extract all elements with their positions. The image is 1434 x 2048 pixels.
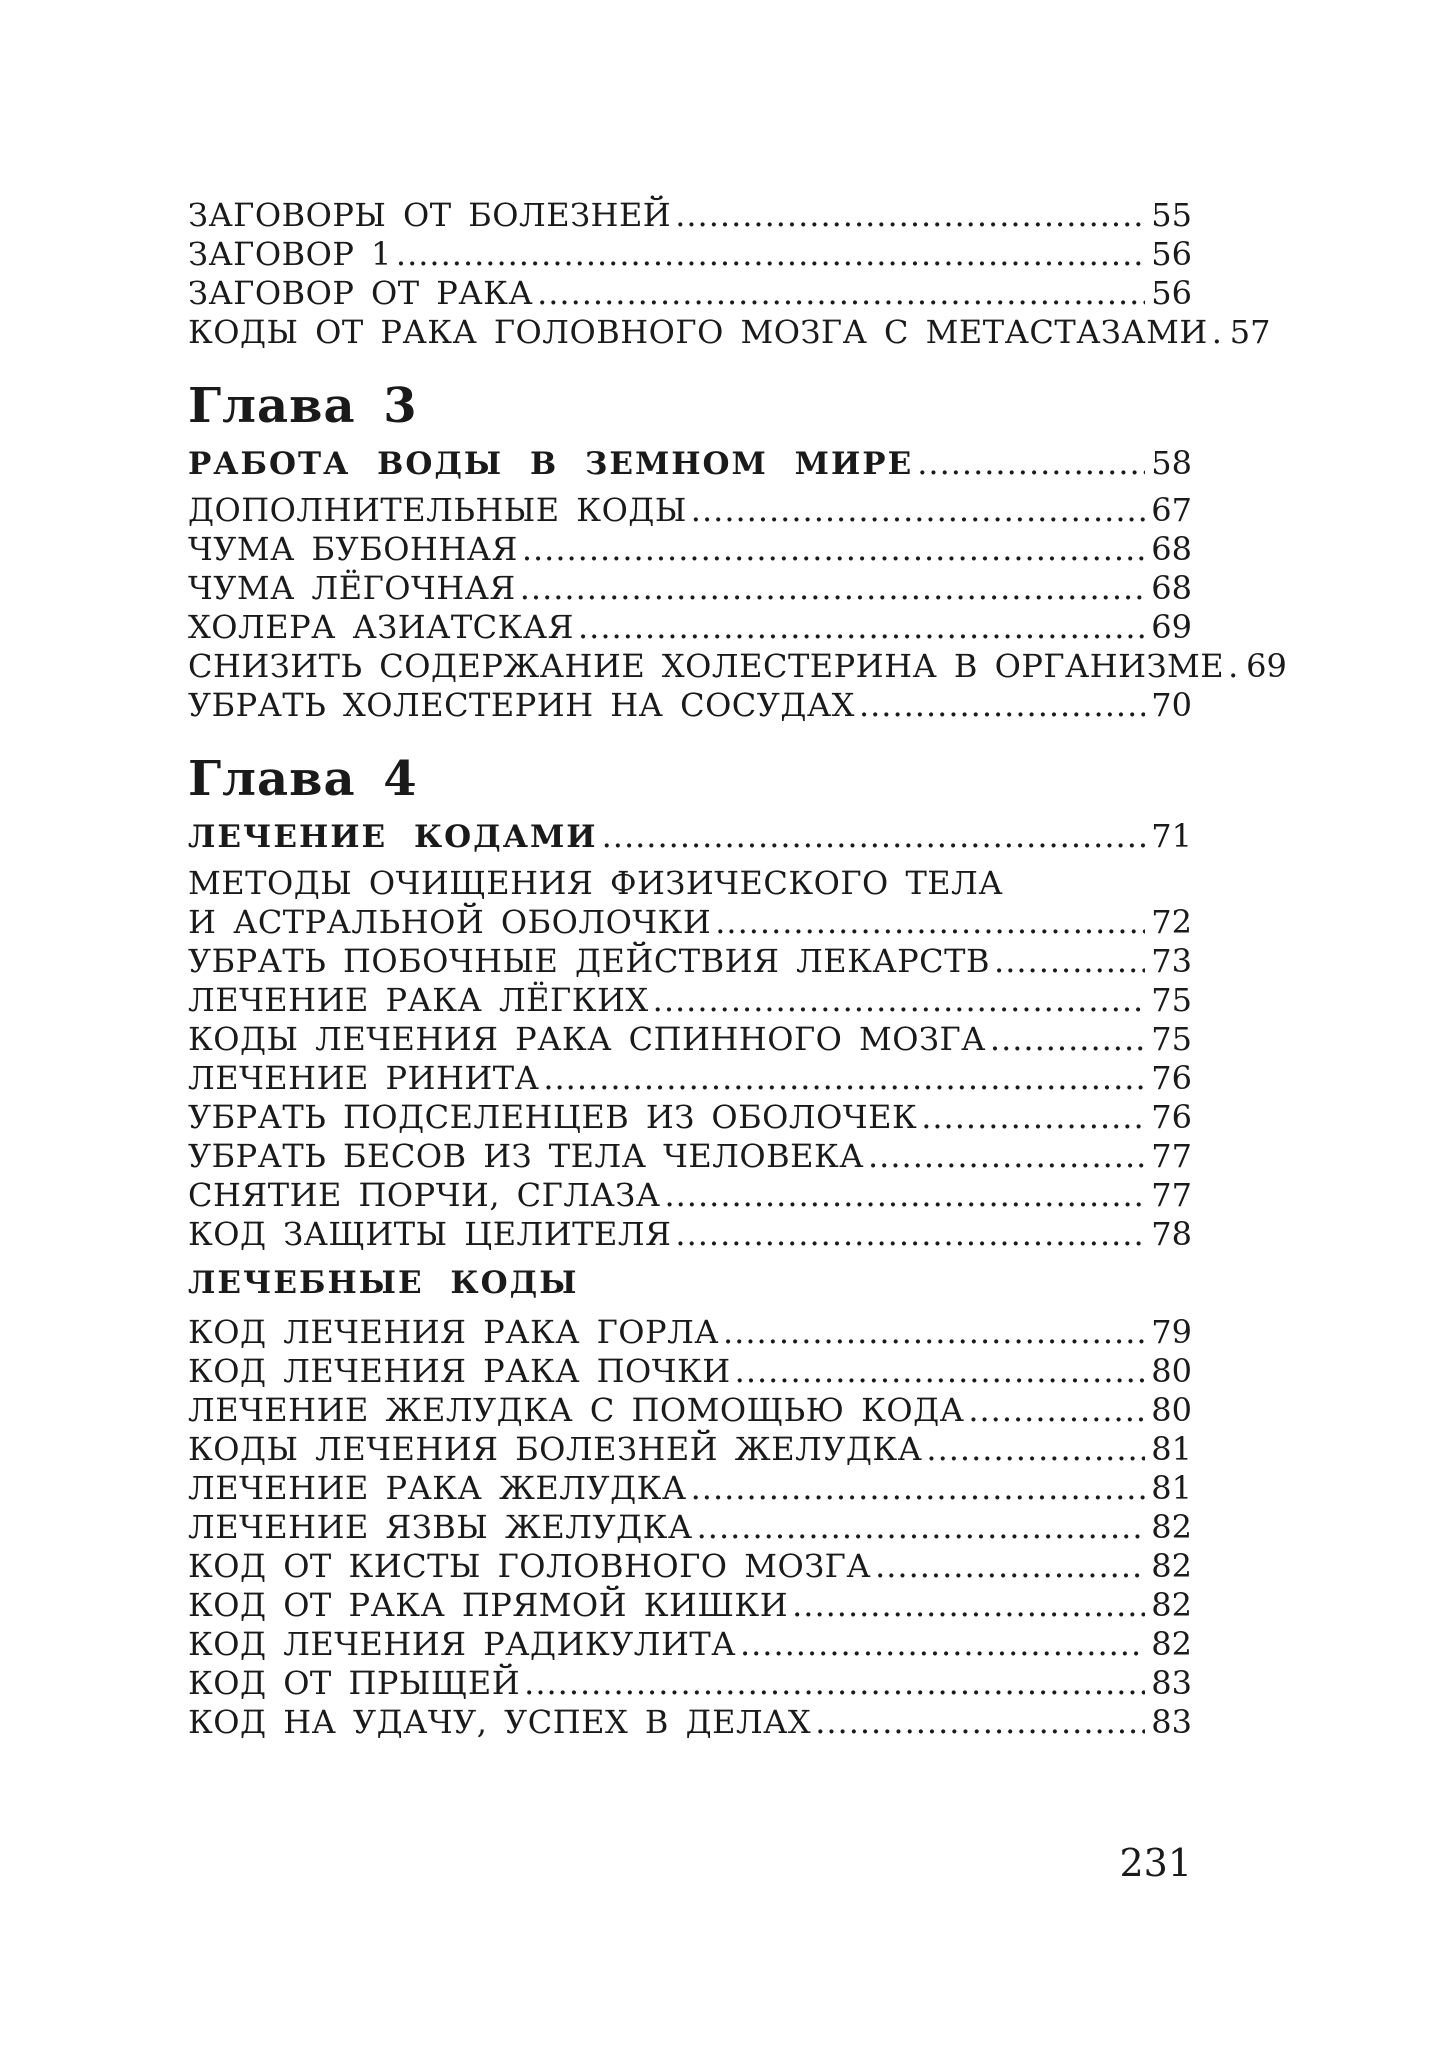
dot-leader: [815, 1703, 1145, 1742]
toc-entry-page: 82: [1151, 1547, 1192, 1585]
dot-leader: [675, 1215, 1145, 1254]
toc-entry: [188, 235, 1192, 274]
dot-leader: [1228, 647, 1240, 686]
toc-entry-page: 82: [1151, 1508, 1192, 1546]
toc-entry-title: КОД ЛЕЧЕНИЯ РАКА ПОЧКИ: [188, 1352, 731, 1390]
dot-leader: [522, 530, 1145, 569]
toc-entry-title: КОД ОТ ПРЫЩЕЙ: [188, 1664, 521, 1702]
dot-leader: [691, 1469, 1146, 1508]
toc-entry-title: УБРАТЬ ПОДСЕЛЕНЦЕВ ИЗ ОБОЛОЧЕК: [188, 1098, 918, 1136]
dot-leader: [715, 903, 1145, 942]
toc-entry: [188, 1391, 1192, 1430]
toc-entry: [188, 981, 1192, 1020]
toc-entry-title: ЗАГОВОРЫ ОТ БОЛЕЗНЕЙ: [188, 196, 672, 234]
toc-entry-page: 83: [1151, 1703, 1192, 1741]
dot-leader: [543, 1059, 1145, 1098]
toc-entry-title: МЕТОДЫ ОЧИЩЕНИЯ ФИЗИЧЕСКОГО ТЕЛА: [188, 864, 1004, 902]
toc-entry-line: [188, 864, 1192, 903]
dot-leader: [691, 491, 1145, 530]
toc-entry-title: УБРАТЬ ХОЛЕСТЕРИН НА СОСУДАХ: [188, 686, 855, 724]
toc-entry-title: ЛЕЧЕНИЕ РАКА ЖЕЛУДКА: [188, 1469, 687, 1507]
toc-entry-page: 80: [1151, 1352, 1192, 1390]
toc-entry: [188, 530, 1192, 569]
toc-entry-title: ЛЕЧЕНИЕ РАКА ЛЁГКИХ: [188, 981, 649, 1019]
toc-entry-page: 82: [1151, 1625, 1192, 1663]
toc-entry-title: ДОПОЛНИТЕЛЬНЫЕ КОДЫ: [188, 491, 687, 529]
dot-leader: [524, 1664, 1145, 1703]
toc-entry-title: СНИЗИТЬ СОДЕРЖАНИЕ ХОЛЕСТЕРИНА В ОРГАНИЗМЕ: [188, 647, 1225, 685]
toc-section-title: ЛЕЧЕНИЕ КОДАМИ: [188, 819, 598, 855]
dot-leader: [875, 1547, 1145, 1586]
toc-entry: [188, 1703, 1192, 1742]
toc-entry: [188, 1586, 1192, 1625]
toc-entry-page: 76: [1151, 1059, 1192, 1097]
toc-entry-page: 76: [1151, 1098, 1192, 1136]
toc-entry-page: 58: [1151, 444, 1192, 482]
dot-leader: [868, 1137, 1145, 1176]
toc-entry-title: ЗАГОВОР 1: [188, 235, 392, 273]
toc-entry: [188, 1664, 1192, 1703]
chapter-heading: Глава 3: [188, 378, 418, 434]
toc-subsection-title: ЛЕЧЕБНЫЕ КОДЫ: [188, 1265, 579, 1301]
toc-entry-page: 72: [1151, 903, 1192, 941]
toc-entry: [188, 647, 1287, 686]
toc-entry: [188, 1625, 1192, 1664]
toc-entry-page: 68: [1151, 530, 1192, 568]
toc-entry-title: КОД ОТ РАКА ПРЯМОЙ КИШКИ: [188, 1586, 789, 1624]
dot-leader: [740, 1625, 1145, 1664]
toc-entry-title: УБРАТЬ БЕСОВ ИЗ ТЕЛА ЧЕЛОВЕКА: [188, 1137, 864, 1175]
dot-leader: [537, 274, 1145, 313]
dot-leader: [578, 608, 1145, 647]
dot-leader: [723, 1313, 1145, 1352]
toc-entry-title: КОДЫ ЛЕЧЕНИЯ БОЛЕЗНЕЙ ЖЕЛУДКА: [188, 1430, 923, 1468]
toc-entry: [188, 903, 1192, 942]
toc-entry-page: 68: [1151, 569, 1192, 607]
toc-entry: [188, 1469, 1192, 1508]
dot-leader: [1212, 313, 1224, 352]
toc-section-entry: [188, 817, 1192, 856]
toc-entry-page: 80: [1151, 1391, 1192, 1429]
toc-entry-page: 73: [1151, 942, 1192, 980]
toc-entry: [188, 608, 1192, 647]
toc-entry-page: 79: [1151, 1313, 1192, 1351]
toc-entry-title: КОД ЛЕЧЕНИЯ РАКА ГОРЛА: [188, 1313, 719, 1351]
toc-entry-page: 71: [1151, 817, 1192, 855]
dot-leader: [602, 817, 1146, 856]
dot-leader: [921, 1098, 1145, 1137]
dot-leader: [697, 1508, 1146, 1547]
toc-entry-page: 69: [1246, 647, 1287, 685]
dot-leader: [917, 444, 1145, 483]
toc-entry-title: ЛЕЧЕНИЕ ЖЕЛУДКА С ПОМОЩЬЮ КОДА: [188, 1391, 965, 1429]
toc-entry-title: КОДЫ ЛЕЧЕНИЯ РАКА СПИННОГО МОЗГА: [188, 1020, 986, 1058]
toc-entry-page: 56: [1151, 235, 1192, 273]
toc-entry: [188, 1098, 1192, 1137]
toc-entry: [188, 1430, 1192, 1469]
toc-entry-title: ЧУМА БУБОННАЯ: [188, 530, 518, 568]
toc-entry-title: ЛЕЧЕНИЕ ЯЗВЫ ЖЕЛУДКА: [188, 1508, 693, 1546]
toc-entry: [188, 1352, 1192, 1391]
dot-leader: [990, 1020, 1145, 1059]
toc-entry: [188, 196, 1192, 235]
dot-leader: [792, 1586, 1145, 1625]
toc-entry: [188, 1215, 1192, 1254]
toc-entry: [188, 1176, 1192, 1215]
dot-leader: [735, 1352, 1146, 1391]
toc-entry-page: 81: [1151, 1430, 1192, 1468]
toc-entry-title: И АСТРАЛЬНОЙ ОБОЛОЧКИ: [188, 903, 712, 941]
toc-entry: [188, 313, 1271, 352]
toc-entry-page: 77: [1151, 1176, 1192, 1214]
toc-entry-title: КОД НА УДАЧУ, УСПЕХ В ДЕЛАХ: [188, 1703, 812, 1741]
dot-leader: [396, 235, 1145, 274]
dot-leader: [675, 196, 1145, 235]
dot-leader: [653, 981, 1146, 1020]
dot-leader: [968, 1391, 1145, 1430]
dot-leader: [859, 686, 1145, 725]
toc-entry-page: 70: [1151, 686, 1192, 724]
toc-entry: [188, 1508, 1192, 1547]
toc-entry-title: КОД ОТ КИСТЫ ГОЛОВНОГО МОЗГА: [188, 1547, 872, 1585]
toc-entry-page: 69: [1151, 608, 1192, 646]
toc-entry: [188, 686, 1192, 725]
toc-entry-page: 67: [1151, 491, 1192, 529]
toc-entry-page: 55: [1151, 196, 1192, 234]
toc-entry-page: 75: [1151, 981, 1192, 1019]
chapter-heading: Глава 4: [188, 751, 418, 807]
dot-leader: [520, 569, 1146, 608]
toc-entry: [188, 1313, 1192, 1352]
toc-entry: [188, 1137, 1192, 1176]
toc-entry-title: СНЯТИЕ ПОРЧИ, СГЛАЗА: [188, 1176, 661, 1214]
toc-entry-title: ЛЕЧЕНИЕ РИНИТА: [188, 1059, 540, 1097]
toc-entry: [188, 942, 1192, 981]
toc-entry-page: 82: [1151, 1586, 1192, 1624]
toc-entry: [188, 1020, 1192, 1059]
toc-entry: [188, 569, 1192, 608]
toc-entry-title: ЗАГОВОР ОТ РАКА: [188, 274, 534, 312]
dot-leader: [926, 1430, 1145, 1469]
toc-entry: [188, 1547, 1192, 1586]
toc-entry-title: УБРАТЬ ПОБОЧНЫЕ ДЕЙСТВИЯ ЛЕКАРСТВ: [188, 942, 991, 980]
page-number: 231: [1119, 1841, 1192, 1885]
toc-entry: [188, 274, 1192, 313]
toc-entry-title: КОД ЛЕЧЕНИЯ РАДИКУЛИТА: [188, 1625, 736, 1663]
toc-entry-page: 83: [1151, 1664, 1192, 1702]
toc-section-entry: [188, 444, 1192, 483]
toc-entry-page: 75: [1151, 1020, 1192, 1058]
toc-section-title: РАБОТА ВОДЫ В ЗЕМНОМ МИРЕ: [188, 446, 914, 482]
dot-leader: [664, 1176, 1145, 1215]
toc-entry-title: КОД ЗАЩИТЫ ЦЕЛИТЕЛЯ: [188, 1215, 672, 1253]
table-of-contents: [188, 196, 1287, 1742]
toc-entry: [188, 1059, 1192, 1098]
toc-entry-title: КОДЫ ОТ РАКА ГОЛОВНОГО МОЗГА С МЕТАСТАЗАМИ: [188, 313, 1208, 351]
toc-entry-page: 81: [1151, 1469, 1192, 1507]
toc-entry: [188, 491, 1192, 530]
toc-entry-title: ХОЛЕРА АЗИАТСКАЯ: [188, 608, 574, 646]
toc-entry-page: 56: [1151, 274, 1192, 312]
toc-entry-page: 78: [1151, 1215, 1192, 1253]
toc-entry-title: ЧУМА ЛЁГОЧНАЯ: [188, 569, 516, 607]
dot-leader: [994, 942, 1145, 981]
toc-entry-page: 57: [1229, 313, 1271, 351]
toc-entry-page: 77: [1151, 1137, 1192, 1175]
